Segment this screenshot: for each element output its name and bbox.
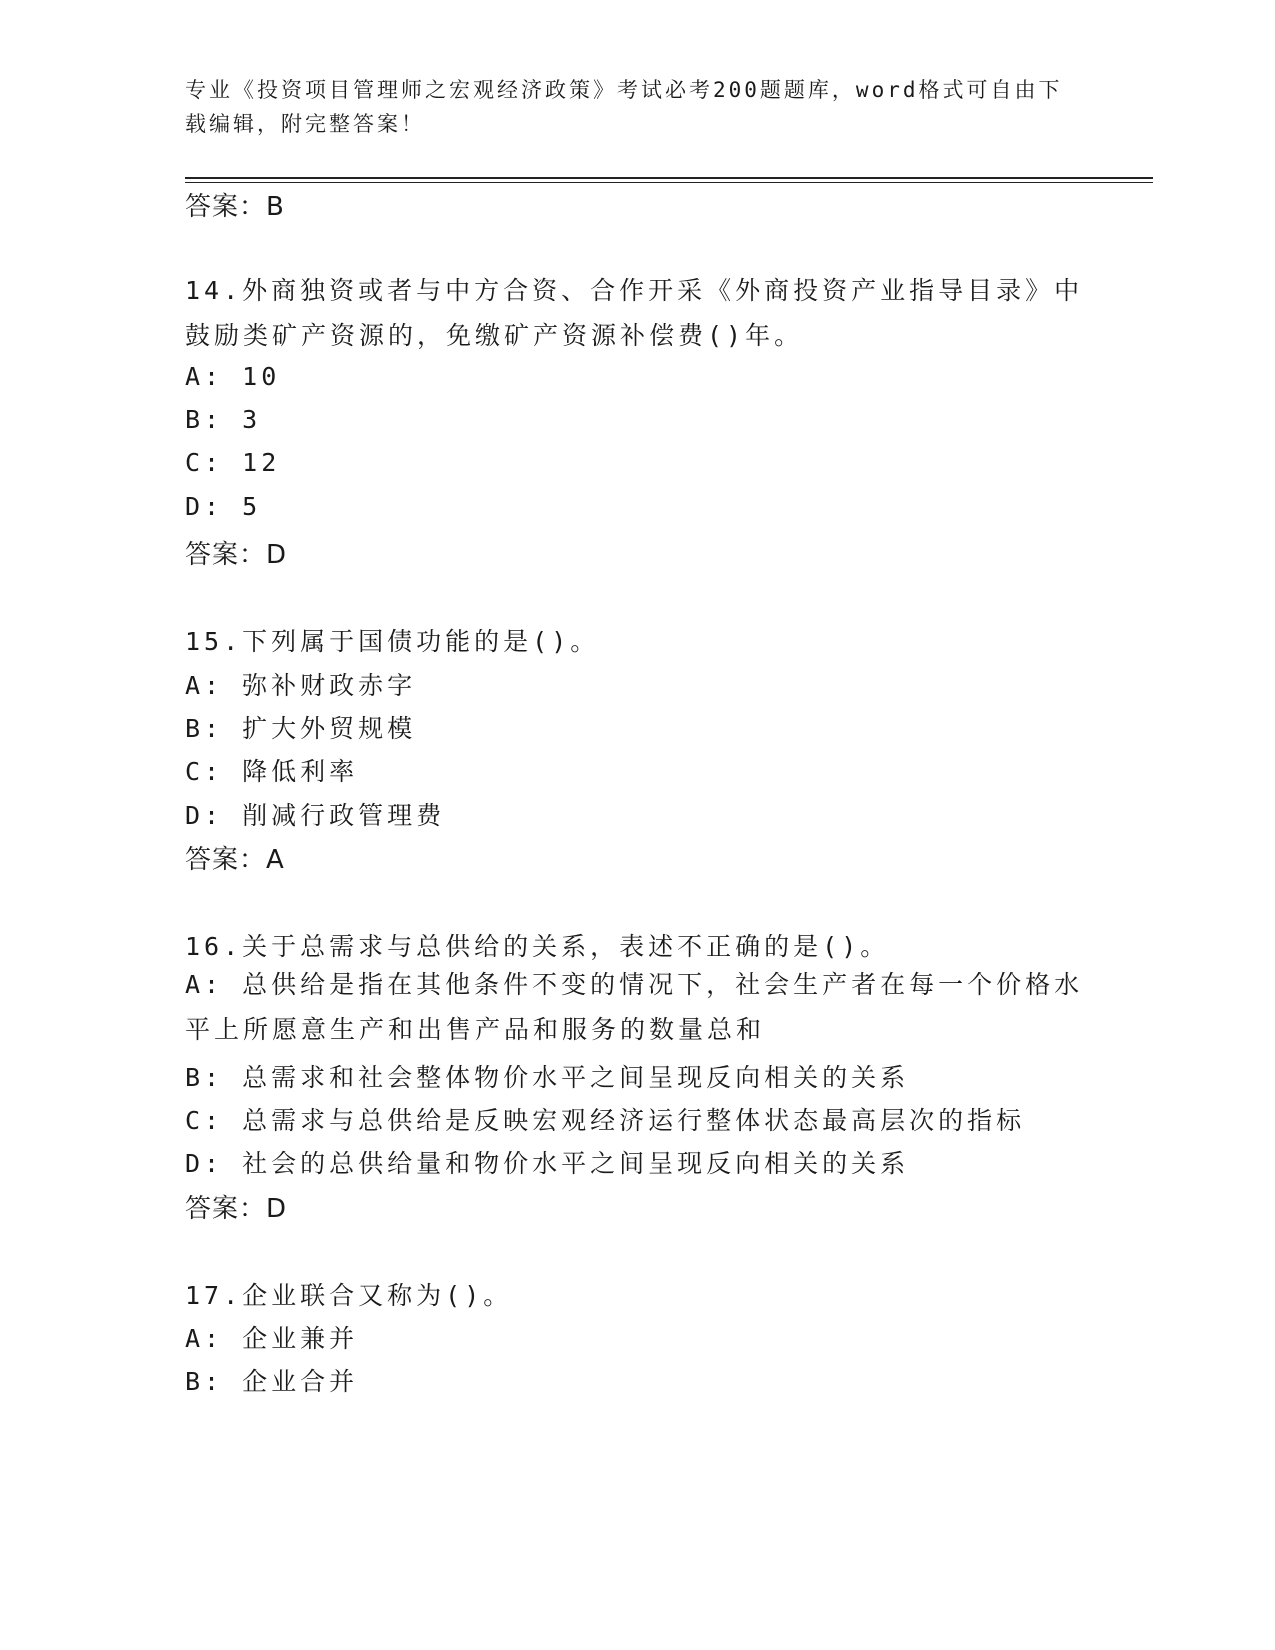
question-15-text: 15.下列属于国债功能的是()。: [185, 627, 600, 656]
question-14-text: 14.外商独资或者与中方合资、合作开采《外商投资产业指导目录》中鼓励类矿产资源的，免缴矿产资源补偿费()年。: [185, 276, 1084, 350]
header-divider-thick: [185, 177, 1153, 179]
question-17-text: 17.企业联合又称为()。: [185, 1281, 513, 1310]
question-14-option-b: B: 3: [185, 405, 262, 434]
question-14-answer: 答案：D: [185, 540, 288, 570]
question-14-option-c: C: 12: [185, 448, 281, 477]
question-14-option-d: D: 5: [185, 492, 262, 521]
header-divider-thin: [185, 182, 1153, 183]
question-16-option-c: C: 总需求与总供给是反映宏观经济运行整体状态最高层次的指标: [185, 1106, 1026, 1135]
question-15-option-a: A: 弥补财政赤字: [185, 671, 417, 700]
question-15-answer: 答案：A: [185, 845, 285, 875]
question-16-answer: 答案：D: [185, 1194, 288, 1224]
question-14-option-a: A: 10: [185, 362, 281, 391]
question-16-option-a: A: 总供给是指在其他条件不变的情况下，社会生产者在每一个价格水平上所愿意生产和出售产品和服务的数量总和: [185, 970, 1084, 1044]
question-15-option-b: B: 扩大外贸规模: [185, 714, 417, 743]
question-17-option-a: A: 企业兼并: [185, 1324, 359, 1353]
question-15-option-d: D: 削减行政管理费: [185, 801, 446, 830]
question-16-option-b: B: 总需求和社会整体物价水平之间呈现反向相关的关系: [185, 1063, 910, 1092]
question-15-option-c: C: 降低利率: [185, 757, 359, 786]
question-17-option-b: B: 企业合并: [185, 1367, 359, 1396]
previous-answer: 答案：B: [185, 192, 285, 222]
question-16-text: 16.关于总需求与总供给的关系，表述不正确的是()。: [185, 932, 890, 961]
question-16-option-d: D: 社会的总供给量和物价水平之间呈现反向相关的关系: [185, 1149, 910, 1178]
document-header: 专业《投资项目管理师之宏观经济政策》考试必考200题题库，word格式可自由下载编辑，附完整答案！: [185, 78, 1063, 136]
